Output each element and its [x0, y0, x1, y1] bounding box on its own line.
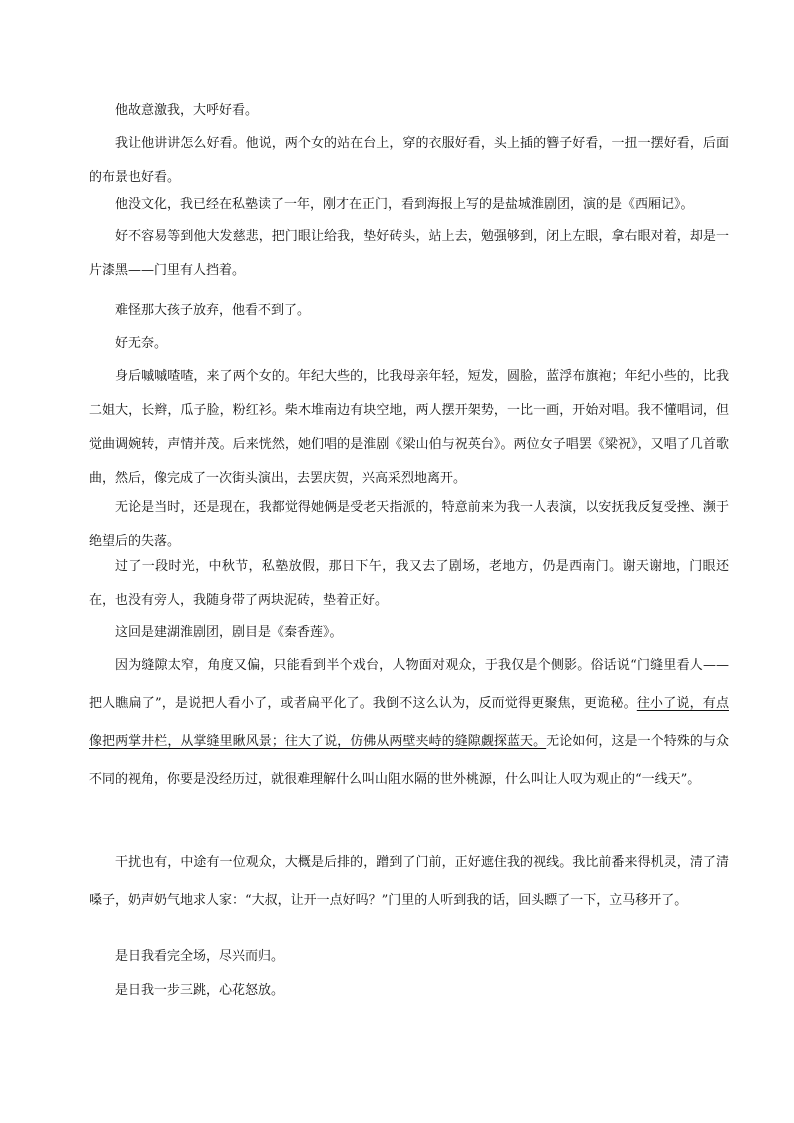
paragraph-5: 难怪那大孩子放弃，他看不到了。: [115, 303, 311, 318]
underlined-sentence: 往小了说，有点像把两掌井栏，从掌缝里瞅风景；往大了说，仿佛从两壁夹峙的缝隙觑探蓝天。: [89, 696, 729, 749]
paragraph-1: 他故意激我，大呼好看。: [115, 103, 259, 118]
paragraph-10: 这回是建湖淮剧团，剧目是《秦香莲》。: [115, 625, 343, 640]
paragraph-12: 干扰也有，中途有一位观众，大概是后排的，蹭到了门前，正好遮住我的视线。我比前番来得机灵，清了清嗓子，奶声奶气地求人家：“大叔，让开一点好吗？”门里的人听到我的话，回头瞟了一下，立马移开了。: [89, 855, 729, 908]
paragraph-4: 好不容易等到他大发慈悲，把门眼让给我，垫好砖头，站上去，勉强够到，闭上左眼，拿右眼对着，却是一片漆黑——门里有人挡着。: [89, 229, 729, 278]
paragraph-13: 是日我看完全场，尽兴而归。: [115, 949, 285, 964]
paragraph-14: 是日我一步三跳，心花怒放。: [115, 983, 285, 998]
paragraph-2: 我让他讲讲怎么好看。他说，两个女的站在台上，穿的衣服好看，头上插的簪子好看，一扭一摆好看，后面的布景也好看。: [89, 136, 729, 185]
paragraph-3: 他没文化，我已经在私塾读了一年，刚才在正门，看到海报上写的是盐城淮剧团，演的是《西厢记》。: [115, 197, 694, 212]
paragraph-7: 身后嘁嘁喳喳，来了两个女的。年纪大些的，比我母亲年轻，短发，圆脸，蓝浮布旗袍；年纪小些的，比我二姐大，长辫，瓜子脸，粉红衫。柴木堆南边有块空地，两人摆开架势，一比一画，开始对唱。我不懂唱词，但觉曲调婉转，声情并茂。后来恍然，她们唱的是淮剧《梁山伯与祝英台》。两位女子唱罢《梁祝》，又唱了几首歌曲，然后，像完成了一次街头演出，去罢庆贺，兴高采烈地离开。: [89, 369, 729, 486]
paragraph-11-after: 无论如何，这是一个特殊的与众不同的视角，你要是没经历过，就很难理解什么叫山阻水隔的世外桃源，什么叫让人叹为观止的“一线天”。: [89, 734, 729, 787]
paragraph-11-before: 因为缝隙太窄，角度又偏，只能看到半个戏台，人物面对观众，于我仅是个侧影。俗话说“门缝里看人——把人瞧扁了”，是说把人看小了，或者扁平化了。我倒不这么认为，反而觉得更聚焦，更诡秘。: [89, 658, 729, 711]
paragraph-8: 无论是当时，还是现在，我都觉得她俩是受老天指派的，特意前来为我一人表演，以安抚我反复受挫、濒于绝望后的失落。: [89, 500, 729, 549]
paragraph-9: 过了一段时光，中秋节，私塾放假，那日下午，我又去了剧场，老地方，仍是西南门。谢天谢地，门眼还在，也没有旁人，我随身带了两块泥砖，垫着正好。: [89, 559, 729, 608]
paragraph-11: [89, 647, 729, 799]
paragraph-6: 好无奈。: [115, 336, 168, 351]
